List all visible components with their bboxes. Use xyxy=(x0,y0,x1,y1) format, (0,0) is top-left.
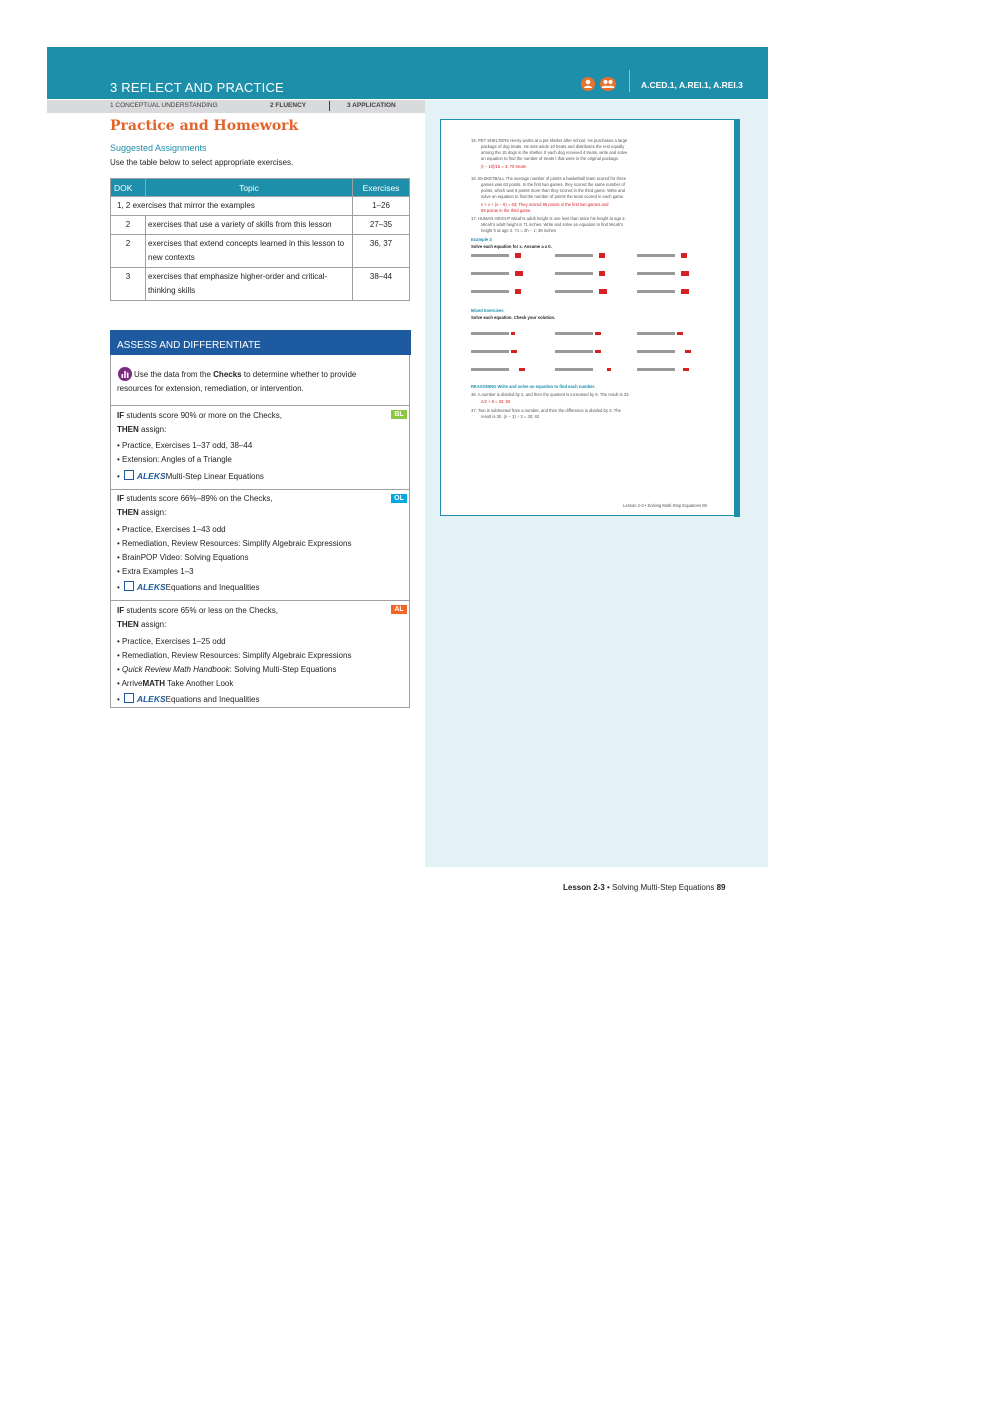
table-row xyxy=(111,197,410,216)
if-line xyxy=(117,411,282,420)
dok-value: 3 xyxy=(111,268,146,301)
col-dok: DOK xyxy=(111,179,146,197)
topic-value: exercises that emphasize higher-order and critical-thinking skills xyxy=(146,268,353,301)
topic-value: exercises that mirror the examples xyxy=(132,201,255,210)
assign-text: assign: xyxy=(138,508,167,517)
list-item: • Remediation, Review Resources: Simplify Algebraic Expressions xyxy=(117,651,352,660)
exercises-value: 36, 37 xyxy=(353,235,410,268)
thumb-heading: Example 3 xyxy=(471,237,492,242)
thumb-line: 17. HUMAN HEIGHT Micah's adult height is one less than twice his height at age 2. xyxy=(471,216,626,221)
assess-title: ASSESS AND DIFFERENTIATE xyxy=(117,340,261,351)
dok-value: 2 xyxy=(111,235,146,268)
table-row xyxy=(111,235,410,268)
list-item: • Extra Examples 1–3 xyxy=(117,567,194,576)
aleks-logo-icon xyxy=(124,470,134,480)
aleks-logo-icon xyxy=(124,581,134,591)
exercises-value: 27–35 xyxy=(353,216,410,235)
if-label: IF xyxy=(117,411,125,420)
thumb-answer: (t − 10)/15 = 4; 70 treats xyxy=(481,164,526,169)
thumb-heading: Solve each equation. Check your solution. xyxy=(471,315,556,320)
data-chart-icon xyxy=(118,367,132,381)
if-text: students score 90% or more on the Checks, xyxy=(126,411,282,420)
phase-fluency: 2 FLUENCY xyxy=(270,102,307,109)
arrive-text: • Arrive xyxy=(117,679,143,688)
then-label: THEN xyxy=(117,425,139,434)
exercises-value: 1–26 xyxy=(353,197,410,216)
aleks-logo-icon xyxy=(124,693,134,703)
then-line xyxy=(117,620,166,629)
thumb-line: games was 63 points. In the first two games, they scored the same number of xyxy=(481,182,625,187)
aleks-topic: Multi-Step Linear Equations xyxy=(165,472,264,481)
then-label: THEN xyxy=(117,620,139,629)
group-icon xyxy=(600,77,616,91)
badge-al: AL xyxy=(391,605,407,614)
list-item: • Remediation, Review Resources: Simplify Algebraic Expressions xyxy=(117,539,352,548)
if-text: students score 66%–89% on the Checks, xyxy=(126,494,273,503)
thumb-line: package of dog treats. He sets aside 10 treats and distributes the rest equally xyxy=(481,144,625,149)
table-cell xyxy=(111,197,353,216)
table-row xyxy=(111,216,410,235)
thumb-line: solve an equation to find the number of points the team scored in each game. xyxy=(481,194,625,199)
aleks-topic: Equations and Inequalities xyxy=(165,695,260,704)
intro-text: Use the data from the xyxy=(134,370,214,379)
section-title: Practice and Homework xyxy=(110,118,299,134)
table-row xyxy=(111,268,410,301)
thumb-line: 36. A number is divided by 2, and then the quotient is increased by 8. The result is 33. xyxy=(471,392,630,397)
aleks-topic: Equations and Inequalities xyxy=(165,583,260,592)
thumb-line: Micah's adult height is 71 inches. Write and solve an equation to find Micah's xyxy=(481,222,624,227)
list-item: • ALEKSMulti-Step Linear Equations xyxy=(117,471,264,481)
dok-value: 1, 2 xyxy=(117,201,133,210)
arrive-math: MATH xyxy=(142,679,165,688)
then-line xyxy=(117,508,166,517)
page-footer xyxy=(563,883,725,892)
student-page-thumbnail xyxy=(440,119,738,516)
badge-bl: BL xyxy=(391,410,407,419)
phase-divider xyxy=(329,101,330,111)
exercises-value: 38–44 xyxy=(353,268,410,301)
subsection-title: Suggested Assignments xyxy=(110,143,207,153)
block-divider xyxy=(111,489,410,490)
col-exercises: Exercises xyxy=(353,179,410,197)
assign-text: assign: xyxy=(138,620,167,629)
aleks-brand: ALEKS xyxy=(136,471,166,481)
assignment-table xyxy=(110,178,410,301)
aleks-brand: ALEKS xyxy=(136,694,166,704)
phase-application: 3 APPLICATION xyxy=(347,102,396,109)
block-divider xyxy=(111,405,410,406)
assess-intro xyxy=(134,370,356,379)
table-header-row xyxy=(111,179,410,197)
thumb-line: an equation to find the number of treats t that were in the original package. xyxy=(481,156,620,161)
col-topic: Topic xyxy=(146,179,353,197)
standards-label: A.CED.1, A.REI.1, A.REI.3 xyxy=(641,80,743,90)
thumb-line: 37. Two is subtracted from a number, and then the difference is divided by 3. The xyxy=(471,408,621,413)
thumb-heading: Solve each equation for x. Assume a ≠ 0. xyxy=(471,244,552,249)
list-item: • Practice, Exercises 1–37 odd, 38–44 xyxy=(117,441,253,450)
then-label: THEN xyxy=(117,508,139,517)
list-item: • ALEKSEquations and Inequalities xyxy=(117,694,260,704)
if-label: IF xyxy=(117,606,125,615)
thumb-heading: REASONING Write and solve an equation to find each number. xyxy=(471,384,596,389)
header-divider xyxy=(629,70,630,92)
thumb-answer: n/2 + 8 = 33; 50 xyxy=(481,399,511,404)
topic-value: exercises that use a variety of skills from this lesson xyxy=(146,216,353,235)
intro-text: Use the table below to select appropriate exercises. xyxy=(110,158,294,167)
person-icon xyxy=(581,77,595,91)
dok-value: 2 xyxy=(111,216,146,235)
list-item: • ALEKSEquations and Inequalities xyxy=(117,582,260,592)
thumbnail-edge-bar xyxy=(734,119,740,517)
thumb-line: points, which was 6 points more than they scored in the third game. Write and xyxy=(481,188,626,193)
thumb-answer: x + x + (x − 6) = 63; They scored 65 points in the first two games and xyxy=(481,202,609,207)
then-line xyxy=(117,425,166,434)
checks-label: Checks xyxy=(213,370,242,379)
list-item: • Quick Review Math Handbook: Solving Multi-Step Equations xyxy=(117,665,337,674)
thumb-line: among the 15 dogs in the shelter. If each dog received 4 treats, write and solve xyxy=(481,150,628,155)
handbook-topic: : Solving Multi-Step Equations xyxy=(229,665,337,674)
aleks-brand: ALEKS xyxy=(136,582,166,592)
intro-text: to determine whether to provide xyxy=(241,370,357,379)
page-number: 89 xyxy=(716,883,726,892)
list-item: • Extension: Angles of a Triangle xyxy=(117,455,232,464)
if-label: IF xyxy=(117,494,125,503)
badge-ol: OL xyxy=(391,494,407,503)
if-line xyxy=(117,494,273,503)
assess-intro-line2: resources for extension, remediation, or intervention. xyxy=(117,384,304,393)
thumb-line: 16. BASKETBALL The average number of points a basketball team scored for three xyxy=(471,176,627,181)
block-divider xyxy=(111,600,410,601)
footer-lesson: Lesson 2-3 xyxy=(563,883,605,892)
list-item: • Practice, Exercises 1–25 odd xyxy=(117,637,226,646)
section-header-title: 3 REFLECT AND PRACTICE xyxy=(110,80,284,95)
thumb-line: height h at age 2. 71 = 2h − 1; 36 inches xyxy=(481,228,556,233)
thumb-line: result is 30. (n − 2) ÷ 3 = 30; 92 xyxy=(481,414,540,419)
thumb-line: 15. PET SHELTERS Henry works at a pet shelter after school. He purchases a large xyxy=(471,138,628,143)
arrive-rest: Take Another Look xyxy=(165,679,234,688)
footer-title: Solving Multi-Step Equations xyxy=(612,883,715,892)
phase-conceptual: 1 CONCEPTUAL UNDERSTANDING xyxy=(110,102,218,109)
list-item: • BrainPOP Video: Solving Equations xyxy=(117,553,249,562)
thumb-footer: Lesson 2-3 • Solving Multi-Step Equations 89 xyxy=(623,503,707,508)
footer-sep: • xyxy=(604,883,613,892)
list-item xyxy=(117,679,233,688)
topic-value: exercises that extend concepts learned in this lesson to new contexts xyxy=(146,235,353,268)
thumb-exercise-grid xyxy=(469,250,709,430)
assign-text: assign: xyxy=(138,425,167,434)
list-item: • Practice, Exercises 1–43 odd xyxy=(117,525,226,534)
if-text: students score 65% or less on the Checks, xyxy=(126,606,278,615)
if-line xyxy=(117,606,278,615)
handbook-title: Quick Review Math Handbook xyxy=(122,665,230,674)
thumb-answer: 59 points in the third game. xyxy=(481,208,532,213)
thumb-heading: Mixed Exercises xyxy=(471,308,504,313)
